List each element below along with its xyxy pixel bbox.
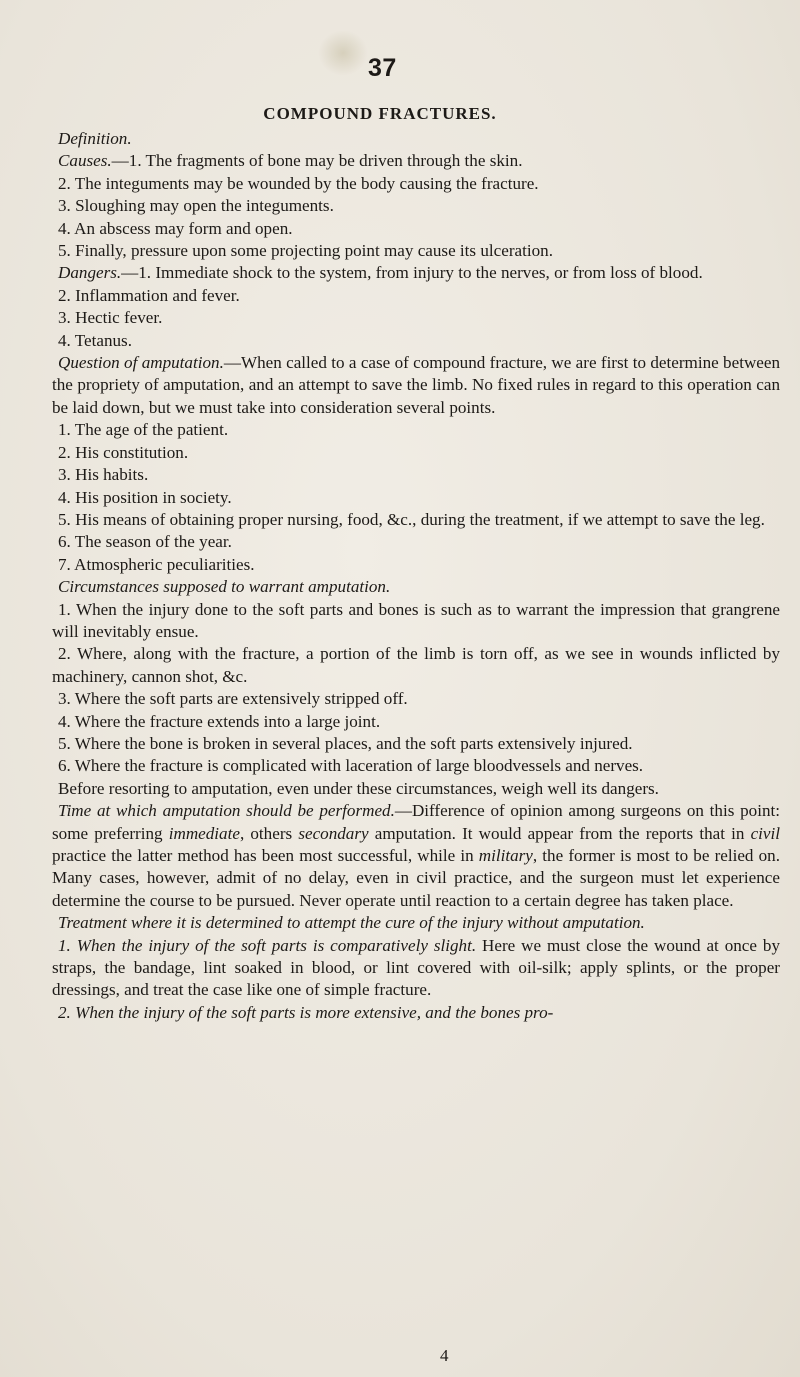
question-item: 5. His means of obtaining proper nursing, food, &c., during the treatment, if we attempt to save the leg. [58, 509, 765, 529]
treatment-item: 1. When the injury of the soft parts is comparatively slight. Here we must close the wound at once by straps, the bandage, lint soaked in blood, or lint covered with oil-silk; apply splints, or the proper dressings, and treat the case like one of simple fracture. [52, 935, 780, 1000]
causes-label: Causes. [58, 151, 112, 171]
dangers-item: 2. Inflammation and fever. [58, 285, 240, 305]
question-item: 2. His constitution. [58, 442, 189, 462]
circumstances-item: 5. Where the bone is broken in several places, and the soft parts extensively injured. [58, 733, 633, 753]
causes-item: 5. Finally, pressure upon some projecting point may cause its ulceration. [58, 241, 553, 261]
causes-item: Causes.—1. The fragments of bone may be driven through the skin. [58, 151, 523, 171]
circumstances-item: 4. Where the fracture extends into a large joint. [58, 711, 381, 731]
question-item: 4. His position in society. [58, 487, 232, 507]
dangers-item: 3. Hectic fever. [58, 308, 163, 328]
question-item: 3. His habits. [58, 465, 149, 485]
question-paragraph: Question of amputation.—When called to a case of compound fracture, we are first to determine between the propriety of amputation, and an attempt to save the limb. No fixed rules in regard to this operation can be laid down, but we must take into consideration several points. [52, 353, 781, 417]
question-item: 1. The age of the patient. [58, 420, 229, 440]
question-item: 7. Atmospheric peculiarities. [58, 554, 255, 574]
circumstances-item: 1. When the injury done to the soft parts and bones is such as to warrant the impression that grangrene will inevitably ensue. [52, 599, 780, 641]
paper-stain [318, 30, 368, 76]
causes-item: 2. The integuments may be wounded by the body causing the fracture. [58, 173, 539, 193]
treatment-item: 2. When the injury of the soft parts is more extensive, and the bones pro- [58, 1002, 554, 1022]
question-label: Question of amputation. [58, 353, 224, 373]
treatment-heading: Treatment where it is determined to attempt the cure of the injury without amputation. [58, 913, 645, 933]
page-number: 37 [368, 54, 397, 82]
chapter-heading: COMPOUND FRACTURES. [263, 104, 497, 123]
causes-item: 4. An abscess may form and open. [58, 218, 293, 238]
dangers-item: 4. Tetanus. [58, 330, 132, 350]
time-paragraph: Time at which amputation should be performed.—Difference of opinion among surgeons on this point: some preferring immediate, others secondary amputation. It would appear from the reports that in civil practice the latter method has been most successful, while in military, the former is most to be relied on. Many cases, however, admit of no delay, even in civil practice, and the surgeon must let experience determine the course to be pursued. Never operate until reaction to a certain degree has taken place. [52, 801, 780, 910]
definition-heading: Definition. [58, 129, 132, 148]
circumstances-closing: Before resorting to amputation, even under these circumstances, weigh well its dangers. [58, 778, 659, 798]
circumstances-item: 6. Where the fracture is complicated with laceration of large bloodvessels and nerves. [58, 756, 644, 776]
circumstances-item: 2. Where, along with the fracture, a portion of the limb is torn off, as we see in wounds inflicted by machinery, cannon shot, &c. [52, 644, 780, 686]
signature-mark: 4 [440, 1346, 449, 1365]
dangers-item: Dangers.—1. Immediate shock to the system, from injury to the nerves, or from loss of blood. [58, 263, 703, 283]
question-item: 6. The season of the year. [58, 532, 232, 552]
causes-item: 3. Sloughing may open the integuments. [58, 196, 334, 216]
circumstances-heading: Circumstances supposed to warrant amputation. [58, 577, 391, 597]
page-body [52, 128, 780, 1024]
dangers-label: Dangers. [58, 263, 122, 283]
time-label: Time at which amputation should be performed. [58, 801, 395, 821]
circumstances-item: 3. Where the soft parts are extensively stripped off. [58, 689, 408, 709]
